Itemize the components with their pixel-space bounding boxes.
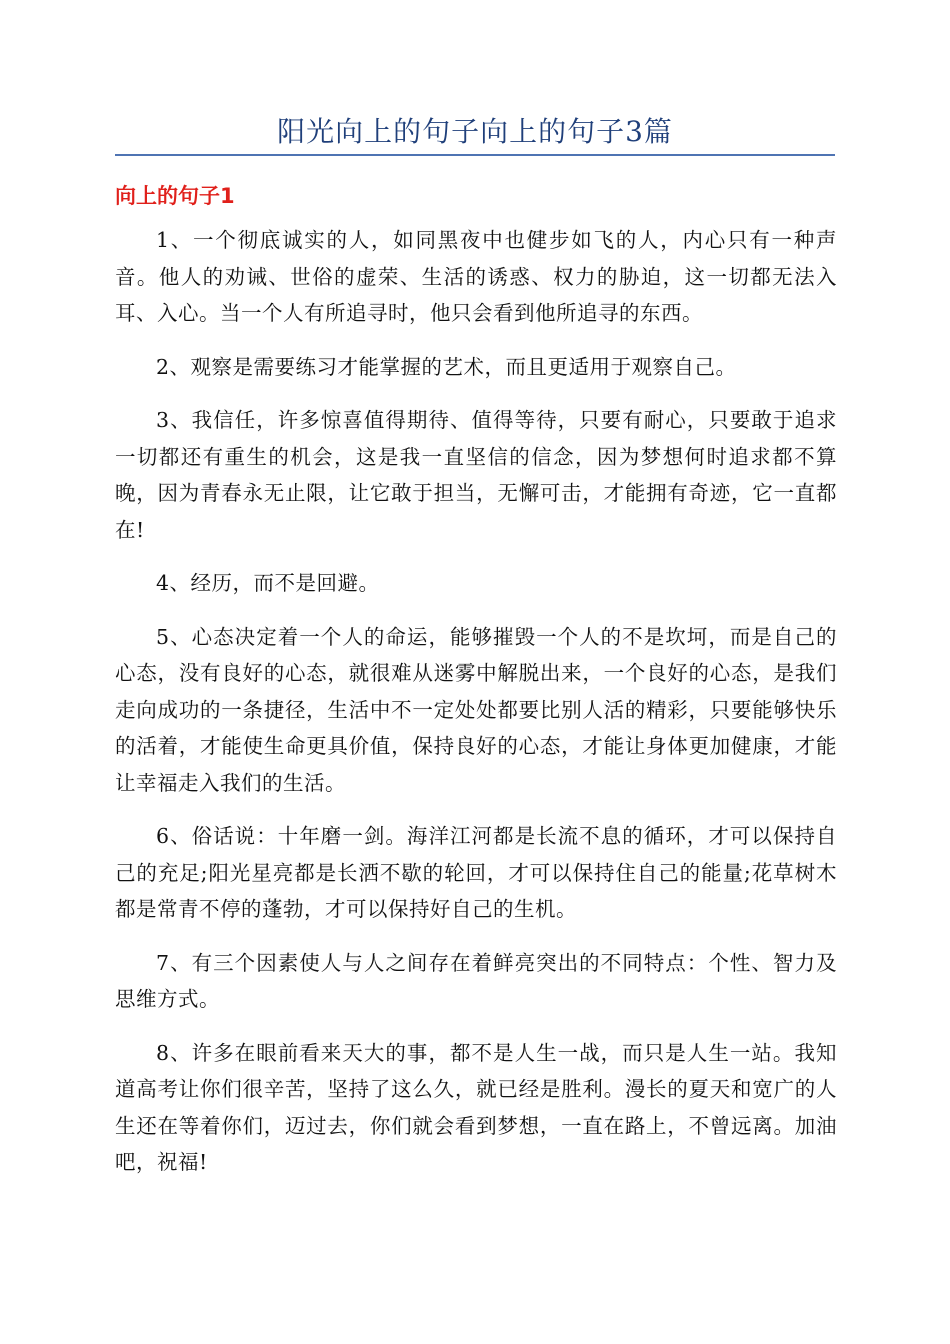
paragraph-7: 7、有三个因素使人与人之间存在着鲜亮突出的不同特点：个性、智力及思维方式。 [115,950,837,1011]
section-heading: 向上的句子1 [115,184,235,208]
paragraph-6: 6、俗话说：十年磨一剑。海洋江河都是长流不息的循环，才可以保持自己的充足;阳光星亮都是长洒不歇的轮回，才可以保持住自己的能量;花草树木都是常青不停的蓬勃，才可以保持好自己的生机。 [115,824,837,921]
paragraph-4: 4、经历，而不是回避。 [156,571,380,595]
document-body [115,222,837,1198]
paragraph-8: 8、许多在眼前看来天大的事，都不是人生一战，而只是人生一站。我知道高考让你们很辛苦，坚持了这么久，就已经是胜利。漫长的夏天和宽广的人生还在等着你们，迈过去，你们就会看到梦想，一直在路上，不曾远离。加油吧，祝福! [115,1040,837,1174]
paragraph-1: 1、一个彻底诚实的人，如同黑夜中也健步如飞的人，内心只有一种声音。他人的劝诫、世俗的虚荣、生活的诱惑、权力的胁迫，这一切都无法入耳、入心。当一个人有所追寻时，他只会看到他所追寻的东西。 [115,228,837,325]
paragraph-5: 5、心态决定着一个人的命运，能够摧毁一个人的不是坎坷，而是自己的心态，没有良好的心态，就很难从迷雾中解脱出来，一个良好的心态，是我们走向成功的一条捷径，生活中不一定处处都要比别人活的精彩，只要能够快乐的活着，才能使生命更具价值，保持良好的心态，才能让身体更加健康，才能让幸福走入我们的生活。 [115,624,837,795]
paragraph-2: 2、观察是需要练习才能掌握的艺术，而且更适用于观察自己。 [156,354,737,379]
paragraph-3: 3、我信任，许多惊喜值得期待、值得等待，只要有耐心，只要敢于追求一切都还有重生的机会，这是我一直坚信的信念，因为梦想何时追求都不算晚，因为青春永无止限，让它敢于担当，无懈可击，才能拥有奇迹，它一直都在! [115,408,837,542]
document-title: 阳光向上的句子向上的句子3篇 [277,115,673,148]
title-underline [115,154,835,156]
